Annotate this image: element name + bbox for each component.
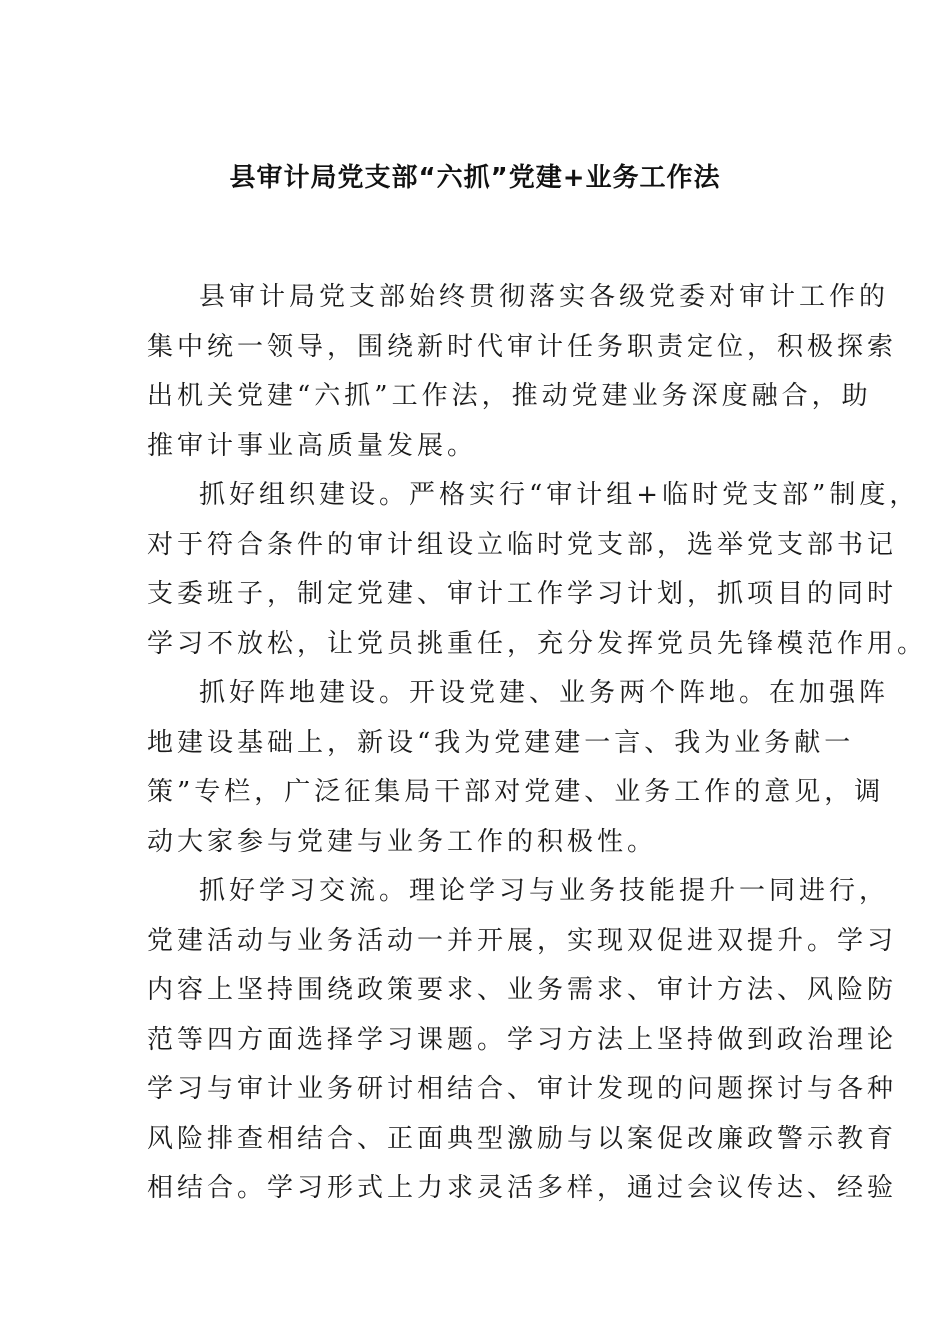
document-title: 县审计局党支部“六抓”党建+业务工作法	[229, 163, 721, 193]
paragraph-line: 党建活动与业务活动一并开展，实现双促进双提升。学习	[147, 925, 898, 956]
paragraph-line: 集中统一领导，围绕新时代审计任务职责定位，积极探索	[147, 331, 898, 362]
paragraph-line: 抓好阵地建设。开设党建、业务两个阵地。在加强阵	[199, 678, 890, 708]
paragraph-line: 学习与审计业务研讨相结合、审计发现的问题探讨与各种	[147, 1074, 898, 1104]
paragraph-line: 动大家参与党建与业务工作的积极性。	[147, 826, 658, 857]
paragraph-line: 支委班子，制定党建、审计工作学习计划，抓项目的同时	[147, 579, 898, 609]
paragraph-line: 学习不放松，让党员挑重任，充分发挥党员先锋模范作用。	[147, 628, 928, 659]
paragraph-line: 相结合。学习形式上力求灵活多样，通过会议传达、经验	[147, 1173, 898, 1203]
paragraph-line: 策”专栏，广泛征集局干部对党建、业务工作的意见，调	[147, 777, 885, 807]
paragraph-line: 出机关党建“六抓”工作法，推动党建业务深度融合，助	[147, 381, 872, 411]
paragraph-line: 对于符合条件的审计组设立临时党支部，选举党支部书记	[147, 529, 898, 560]
paragraph-line: 地建设基础上，新设“我为党建建一言、我为业务献一	[147, 727, 855, 758]
paragraph-line: 抓好组织建设。严格实行“审计组+临时党支部”制度，	[199, 480, 920, 510]
paragraph-line: 推审计事业高质量发展。	[147, 430, 478, 461]
paragraph-line: 县审计局党支部始终贯彻落实各级党委对审计工作的	[199, 282, 890, 312]
paragraph-line: 范等四方面选择学习课题。学习方法上坚持做到政治理论	[147, 1024, 898, 1055]
paragraph-line: 风险排查相结合、正面典型激励与以案促改廉政警示教育	[147, 1123, 898, 1154]
paragraph-line: 抓好学习交流。理论学习与业务技能提升一同进行，	[199, 876, 890, 906]
paragraph-line: 内容上坚持围绕政策要求、业务需求、审计方法、风险防	[147, 975, 898, 1005]
document-body	[147, 273, 928, 1214]
